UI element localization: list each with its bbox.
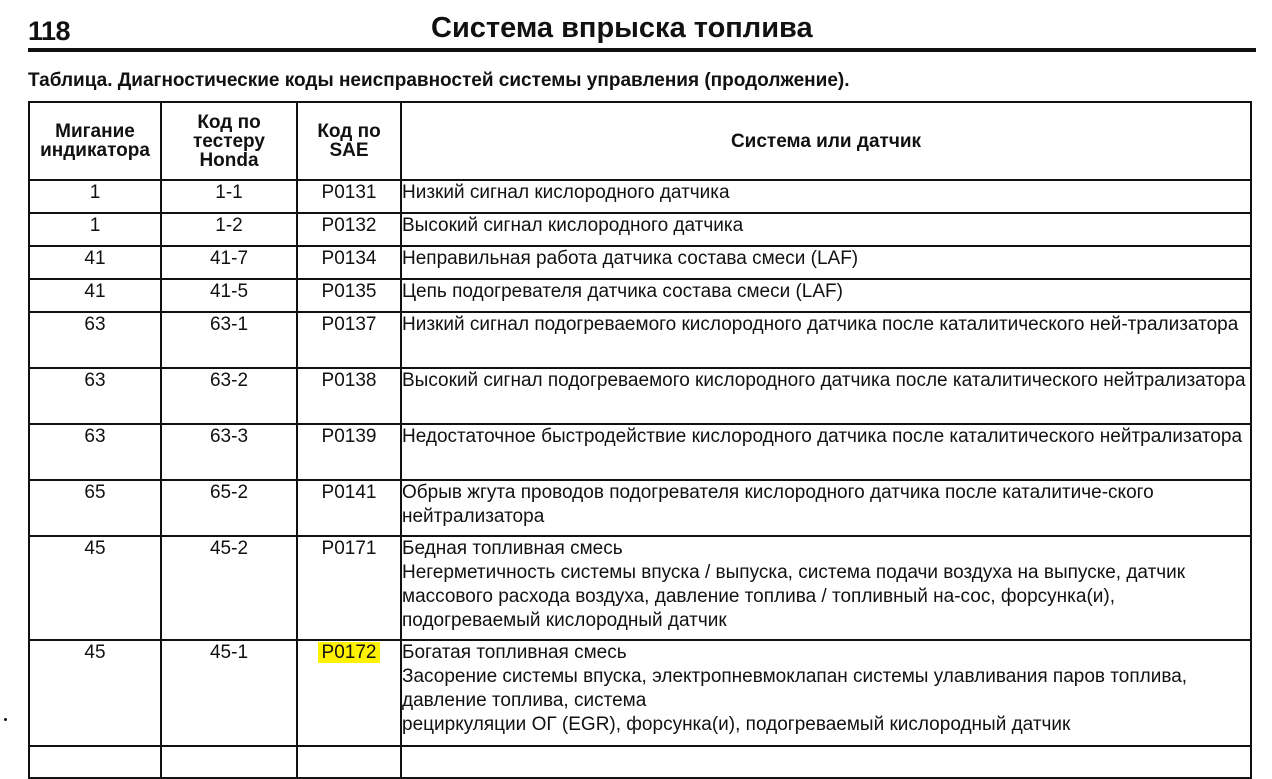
cell-system: Высокий сигнал подогреваемого кислородного датчика после каталитического нейтрализатора xyxy=(401,368,1251,424)
system-title: Богатая топливная смесь xyxy=(402,642,627,663)
cell-sae: P0137 xyxy=(297,312,401,368)
cell-honda: 41-7 xyxy=(161,246,297,279)
diagnostic-codes-table xyxy=(28,101,1252,779)
table-header-row xyxy=(29,102,1251,180)
header-blink-label: Мигание индикатора xyxy=(40,121,150,161)
cell-blink: 1 xyxy=(29,180,161,213)
cell-sae: P0131 xyxy=(297,180,401,213)
header-honda-label: Код по тестеру Honda xyxy=(193,111,265,171)
table-row xyxy=(29,368,1251,424)
system-title: Бедная топливная смесь xyxy=(402,538,623,559)
cell-system: Недостаточное быстродействие кислородного датчика после каталитического нейтрализатора xyxy=(401,424,1251,480)
table-row xyxy=(29,640,1251,746)
cell-honda: 63-2 xyxy=(161,368,297,424)
cell-sae: P0134 xyxy=(297,246,401,279)
cell-system: Низкий сигнал кислородного датчика xyxy=(401,180,1251,213)
cell-blink: 41 xyxy=(29,279,161,312)
cell-honda: 45-2 xyxy=(161,536,297,640)
table-row xyxy=(29,424,1251,480)
cell-honda: 63-3 xyxy=(161,424,297,480)
cell-blink: 45 xyxy=(29,640,161,746)
highlighted-code: P0172 xyxy=(318,642,381,663)
cell-sae: P0141 xyxy=(297,480,401,536)
scan-speck xyxy=(4,718,7,721)
cell-honda: 1-1 xyxy=(161,180,297,213)
system-details-line-2: рециркуляции ОГ (EGR), форсунка(и), подогреваемый кислородный датчик xyxy=(402,714,1071,735)
cell-empty xyxy=(297,746,401,778)
cell-system-multiline xyxy=(401,640,1251,746)
cell-honda: 65-2 xyxy=(161,480,297,536)
header-sae xyxy=(297,102,401,180)
table-row xyxy=(29,213,1251,246)
header-rule xyxy=(28,48,1256,52)
cell-honda: 41-5 xyxy=(161,279,297,312)
table-row xyxy=(29,279,1251,312)
cell-sae: P0138 xyxy=(297,368,401,424)
cell-empty xyxy=(401,746,1251,778)
table-row xyxy=(29,312,1251,368)
table-row xyxy=(29,480,1251,536)
cell-blink: 45 xyxy=(29,536,161,640)
page-header xyxy=(28,10,1256,52)
cell-honda: 1-2 xyxy=(161,213,297,246)
table-row xyxy=(29,536,1251,640)
cell-blink: 63 xyxy=(29,368,161,424)
page-title: Система впрыска топлива xyxy=(431,12,813,44)
page-number: 118 xyxy=(28,16,71,46)
system-details-line-1: Засорение системы впуска, электропневмоклапан системы улавливания паров топлива, давление топлива, система xyxy=(402,666,1188,711)
cell-system: Высокий сигнал кислородного датчика xyxy=(401,213,1251,246)
header-sae-label: Код по SAE xyxy=(317,121,381,161)
cell-sae: P0171 xyxy=(297,536,401,640)
cell-sae: P0135 xyxy=(297,279,401,312)
header-system-label: Система или датчик xyxy=(730,130,922,152)
cell-blink: 63 xyxy=(29,424,161,480)
cell-blink: 65 xyxy=(29,480,161,536)
header-system xyxy=(401,102,1251,180)
cell-blink: 41 xyxy=(29,246,161,279)
cell-system: Обрыв жгута проводов подогревателя кислородного датчика после каталитиче-ского нейтрализатора xyxy=(401,480,1251,536)
cell-system: Цепь подогревателя датчика состава смеси (LAF) xyxy=(401,279,1251,312)
cell-empty xyxy=(161,746,297,778)
system-details: Негерметичность системы впуска / выпуска, система подачи воздуха на выпуске, датчик массового расхода воздуха, давление топлива / топливный на-сос, форсунка(и), подогреваемый кислородный датчик xyxy=(402,562,1186,631)
cell-sae: P0139 xyxy=(297,424,401,480)
cell-system: Низкий сигнал подогреваемого кислородного датчика после каталитического ней-трализатора xyxy=(401,312,1251,368)
cell-honda: 63-1 xyxy=(161,312,297,368)
cell-empty xyxy=(29,746,161,778)
table-row xyxy=(29,246,1251,279)
cell-sae xyxy=(297,640,401,746)
cell-blink: 63 xyxy=(29,312,161,368)
cell-sae: P0132 xyxy=(297,213,401,246)
cell-system: Неправильная работа датчика состава смеси (LAF) xyxy=(401,246,1251,279)
header-blink xyxy=(29,102,161,180)
cell-honda: 45-1 xyxy=(161,640,297,746)
table-row-cut-off xyxy=(29,746,1251,778)
header-honda xyxy=(161,102,297,180)
table-caption: Таблица. Диагностические коды неисправностей системы управления (продолжение). xyxy=(28,70,850,91)
cell-blink: 1 xyxy=(29,213,161,246)
cell-system-multiline xyxy=(401,536,1251,640)
table-row xyxy=(29,180,1251,213)
